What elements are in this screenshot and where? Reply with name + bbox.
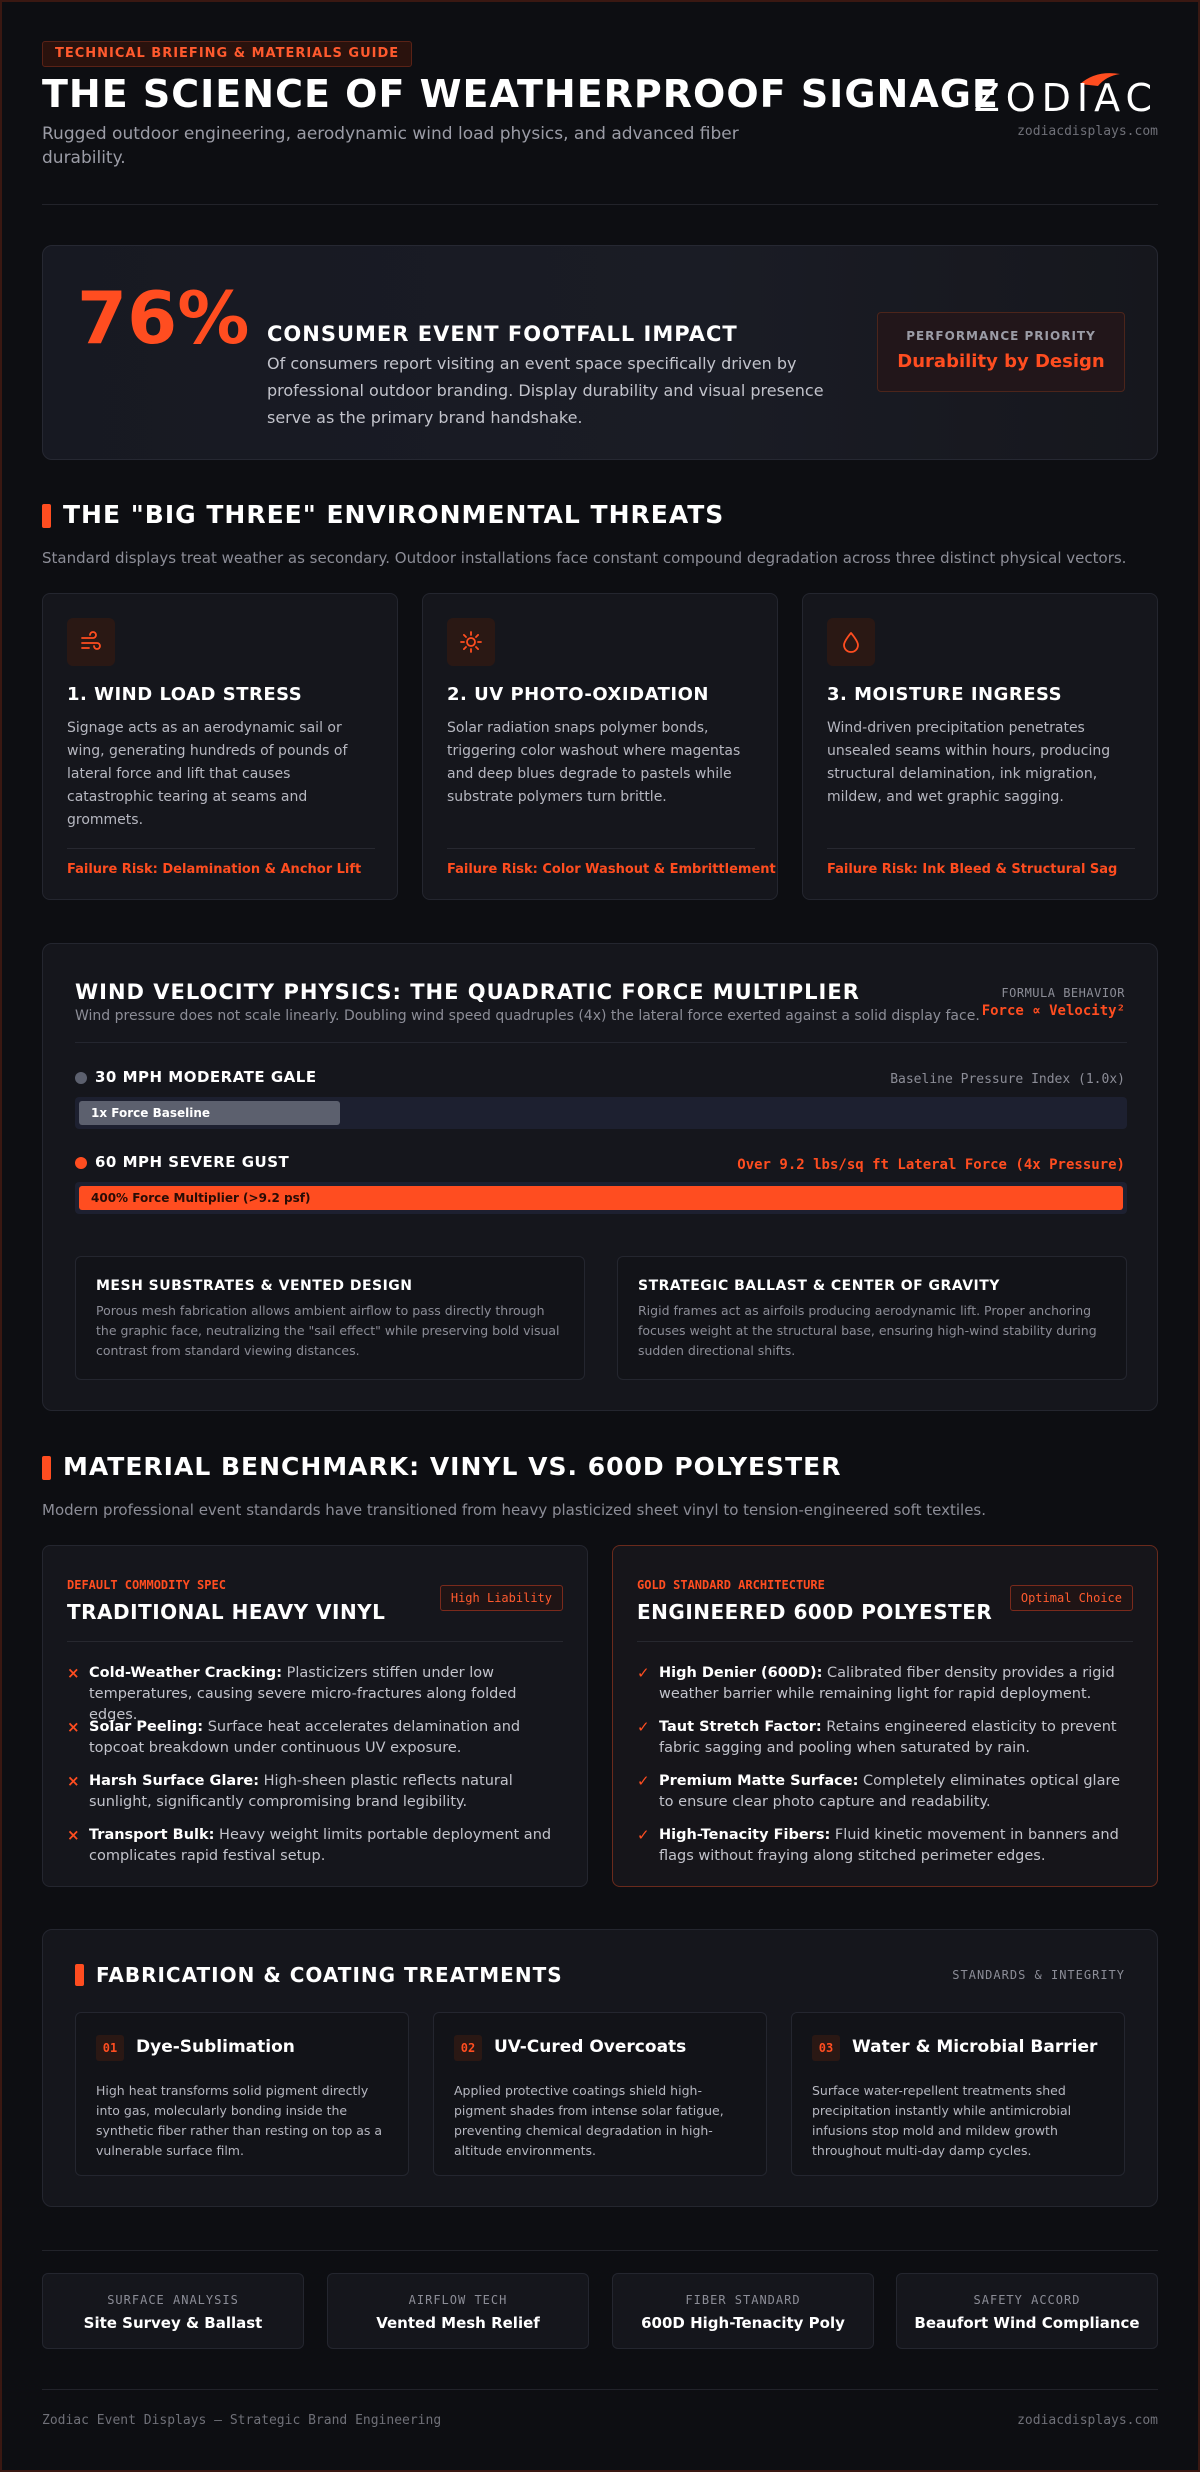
fab-number: 03: [812, 2035, 840, 2061]
mat-item-desc: Retains engineered elasticity to prevent fabric sagging and pooling when saturated by rain.: [659, 1719, 1117, 1756]
fab-card: [75, 2012, 409, 2176]
mat-item-desc: Calibrated fiber density provides a rigid weather barrier while remaining light for rapid deployment.: [659, 1665, 1115, 1702]
chip-value: Vented Mesh Relief: [376, 2314, 540, 2332]
fabrication-right-label: STANDARDS & INTEGRITY: [952, 1968, 1125, 1982]
sub-card-body: Rigid frames act as airfoils producing aerodynamic lift. Proper anchoring focuses weight at the structural base, ensuring high-wind stability during sudden directional shifts.: [638, 1303, 1097, 1358]
divider: [447, 848, 755, 849]
mat-kicker: DEFAULT COMMODITY SPEC: [67, 1578, 226, 1592]
formula-label: FORMULA BEHAVIOR: [1001, 986, 1125, 1000]
mat-item-desc: High-sheen plastic reflects natural sunlight, significantly compromising brand legibility.: [89, 1773, 513, 1810]
wind-icon: [67, 618, 115, 666]
wind-desc: Wind pressure does not scale linearly. Doubling wind speed quadruples (4x) the lateral force exerted against a solid display face.: [75, 1008, 980, 1024]
formula: Force ∝ Velocity²: [981, 1003, 1125, 1019]
status-dot: [75, 1157, 87, 1169]
threats-section-desc: Standard displays treat weather as secondary. Outdoor installations face constant compound degradation across three distinct physical vectors.: [42, 549, 1127, 567]
sub-card-title: STRATEGIC BALLAST & CENTER OF GRAVITY: [638, 1278, 1000, 1294]
force-bar-track: [75, 1097, 1127, 1129]
section-accent-bar: [42, 504, 51, 528]
chip-value: 600D High-Tenacity Poly: [641, 2314, 845, 2332]
threats-section-title: THE "BIG THREE" ENVIRONMENTAL THREATS: [63, 500, 725, 529]
wind-row-note: Baseline Pressure Index (1.0x): [890, 1072, 1125, 1087]
status-dot: [75, 1072, 87, 1084]
threat-risk: Failure Risk: Ink Bleed & Structural Sag: [827, 862, 1118, 877]
fab-title: UV-Cured Overcoats: [494, 2037, 687, 2057]
cross-icon: ×: [67, 1772, 80, 1790]
force-bar-track: [75, 1182, 1127, 1214]
cross-icon: ×: [67, 1718, 80, 1736]
wind-row-label: 30 MPH MODERATE GALE: [95, 1068, 317, 1086]
mat-item-head: Solar Peeling:: [89, 1719, 204, 1735]
threat-card-wind: [42, 593, 398, 900]
divider: [42, 2250, 1158, 2251]
mat-item-head: High Denier (600D):: [659, 1665, 823, 1681]
mat-item-head: High-Tenacity Fibers:: [659, 1827, 831, 1843]
priority-box: [877, 312, 1125, 392]
mat-item-head: Taut Stretch Factor:: [659, 1719, 822, 1735]
section-accent-bar: [42, 1456, 51, 1480]
cross-icon: ×: [67, 1826, 80, 1844]
divider: [637, 1641, 1133, 1642]
mat-item-head: Premium Matte Surface:: [659, 1773, 859, 1789]
sub-card-title: MESH SUBSTRATES & VENTED DESIGN: [96, 1278, 413, 1294]
mat-title: TRADITIONAL HEAVY VINYL: [67, 1600, 386, 1624]
summary-chip: [896, 2273, 1158, 2349]
divider: [827, 848, 1135, 849]
chip-value: Site Survey & Ballast: [83, 2314, 263, 2332]
wind-row-note: Over 9.2 lbs/sq ft Lateral Force (4x Pressure): [737, 1157, 1125, 1173]
section-accent-bar: [75, 1964, 84, 1986]
impact-stat: 76%: [77, 276, 250, 360]
threat-title: 3. MOISTURE INGRESS: [827, 684, 1063, 705]
mat-item-head: Transport Bulk:: [89, 1827, 215, 1843]
mat-item-desc: Plasticizers stiffen under low temperatures, causing severe micro-fractures along folded edges.: [89, 1665, 517, 1723]
mat-item-text: [89, 1717, 563, 1759]
sub-card-body: Porous mesh fabrication allows ambient airflow to pass directly through the graphic face, neutralizing the "sail effect" while preserving bold visual contrast from standard viewing distances.: [96, 1303, 560, 1358]
fab-number: 01: [96, 2035, 124, 2061]
polyester-card: [612, 1545, 1158, 1887]
mat-item-desc: Heavy weight limits portable deployment and complicates rapid festival setup.: [89, 1827, 552, 1864]
mat-item-text: [89, 1825, 563, 1867]
fab-number: 02: [454, 2035, 482, 2061]
fab-card: [433, 2012, 767, 2176]
mat-item-desc: Completely eliminates optical glare to ensure clear photo capture and readability.: [659, 1773, 1121, 1810]
impact-title: CONSUMER EVENT FOOTFALL IMPACT: [267, 322, 738, 346]
fab-body: Surface water-repellent treatments shed precipitation instantly while antimicrobial infusions stop mold and mildew growth throughout multi-day damp cycles.: [812, 2083, 1072, 2158]
materials-section-title: MATERIAL BENCHMARK: VINYL VS. 600D POLYESTER: [63, 1452, 842, 1481]
fab-card: [791, 2012, 1125, 2176]
force-bar-fill: 1x Force Baseline: [79, 1101, 340, 1125]
chip-label: FIBER STANDARD: [685, 2293, 801, 2307]
divider: [67, 1641, 563, 1642]
threat-title: 1. WIND LOAD STRESS: [67, 684, 303, 705]
briefing-tag: TECHNICAL BRIEFING & MATERIALS GUIDE: [42, 41, 412, 67]
fabrication-panel: [42, 1929, 1158, 2207]
mat-item-text: [89, 1771, 563, 1813]
chip-label: SURFACE ANALYSIS: [107, 2293, 239, 2307]
materials-section-desc: Modern professional event standards have transitioned from heavy plasticized sheet vinyl to tension-engineered soft textiles.: [42, 1501, 987, 1519]
divider: [75, 1042, 1127, 1043]
fab-body: Applied protective coatings shield high-pigment shades from intense solar fatigue, preventing chemical degradation in high-altitude environments.: [454, 2083, 724, 2158]
summary-chip: [42, 2273, 304, 2349]
mat-item-desc: Surface heat accelerates delamination and topcoat breakdown under continuous UV exposure.: [89, 1719, 521, 1756]
mat-item-head: Harsh Surface Glare:: [89, 1773, 259, 1789]
check-icon: ✓: [637, 1826, 650, 1844]
priority-value: Durability by Design: [897, 351, 1105, 372]
threat-risk: Failure Risk: Delamination & Anchor Lift: [67, 862, 362, 877]
droplet-icon: [827, 618, 875, 666]
footer-link[interactable]: zodiacdisplays.com: [1017, 2413, 1158, 2428]
footer-left: Zodiac Event Displays — Strategic Brand Engineering: [42, 2413, 442, 2428]
threat-body: Wind-driven precipitation penetrates unsealed seams within hours, producing structural delamination, ink migration, mildew, and wet graphic sagging.: [827, 720, 1111, 805]
threat-body: Signage acts as an aerodynamic sail or wing, generating hundreds of pounds of lateral force and lift that causes catastrophic tearing at seams and grommets.: [67, 720, 348, 828]
optimal-badge: Optimal Choice: [1010, 1585, 1133, 1611]
mat-item-desc: Fluid kinetic movement in banners and flags without fraying along stitched perimeter edges.: [659, 1827, 1119, 1864]
threat-body: Solar radiation snaps polymer bonds, triggering color washout where magentas and deep blues degrade to pastels while substrate polymers turn brittle.: [447, 720, 741, 805]
divider: [67, 848, 375, 849]
chip-label: AIRFLOW TECH: [408, 2293, 508, 2307]
ballast-card: [617, 1256, 1127, 1380]
impact-card: [42, 245, 1158, 460]
chip-value: Beaufort Wind Compliance: [914, 2314, 1140, 2332]
mat-item-text: [659, 1771, 1133, 1813]
vinyl-card: [42, 1545, 588, 1887]
summary-chip: [327, 2273, 589, 2349]
threat-card-uv: [422, 593, 778, 900]
fab-title: Dye-Sublimation: [136, 2037, 295, 2057]
liability-badge: High Liability: [440, 1585, 563, 1611]
page-subtitle: Rugged outdoor engineering, aerodynamic wind load physics, and advanced fiber durability.: [42, 124, 739, 168]
page-title: THE SCIENCE OF WEATHERPROOF SIGNAGE: [42, 72, 999, 116]
chip-label: SAFETY ACCORD: [973, 2293, 1081, 2307]
brand-url[interactable]: zodiacdisplays.com: [1017, 124, 1158, 139]
mat-title: ENGINEERED 600D POLYESTER: [637, 1600, 993, 1624]
mat-item-text: [659, 1825, 1133, 1867]
impact-text: Of consumers report visiting an event space specifically driven by professional outdoor branding. Display durability and visual presence serve as the primary brand handshake.: [267, 354, 824, 427]
brand-logo: ZODIAC: [973, 76, 1158, 120]
mat-kicker: GOLD STANDARD ARCHITECTURE: [637, 1578, 825, 1592]
cross-icon: ×: [67, 1664, 80, 1682]
fab-title: Water & Microbial Barrier: [852, 2037, 1098, 2057]
fabrication-title: FABRICATION & COATING TREATMENTS: [96, 1963, 563, 1987]
wind-row-label: 60 MPH SEVERE GUST: [95, 1153, 290, 1171]
threat-title: 2. UV PHOTO-OXIDATION: [447, 684, 709, 705]
divider: [42, 204, 1158, 205]
mat-item-text: [659, 1663, 1133, 1705]
mat-item-text: [659, 1717, 1133, 1759]
priority-label: PERFORMANCE PRIORITY: [906, 329, 1096, 343]
summary-chip: [612, 2273, 874, 2349]
check-icon: ✓: [637, 1664, 650, 1682]
wind-physics-panel: [42, 943, 1158, 1411]
mat-item-head: Cold-Weather Cracking:: [89, 1665, 282, 1681]
wind-title: WIND VELOCITY PHYSICS: THE QUADRATIC FORCE MULTIPLIER: [75, 980, 860, 1004]
sun-icon: [447, 618, 495, 666]
divider: [42, 2389, 1158, 2390]
threat-card-moisture: [802, 593, 1158, 900]
threat-risk: Failure Risk: Color Washout & Embrittlement: [447, 862, 776, 877]
check-icon: ✓: [637, 1772, 650, 1790]
mesh-card: [75, 1256, 585, 1380]
check-icon: ✓: [637, 1718, 650, 1736]
force-bar-fill: 400% Force Multiplier (>9.2 psf): [79, 1186, 1123, 1210]
fab-body: High heat transforms solid pigment directly into gas, molecularly bonding inside the synthetic fiber rather than resting on top as a vulnerable surface film.: [96, 2083, 383, 2158]
